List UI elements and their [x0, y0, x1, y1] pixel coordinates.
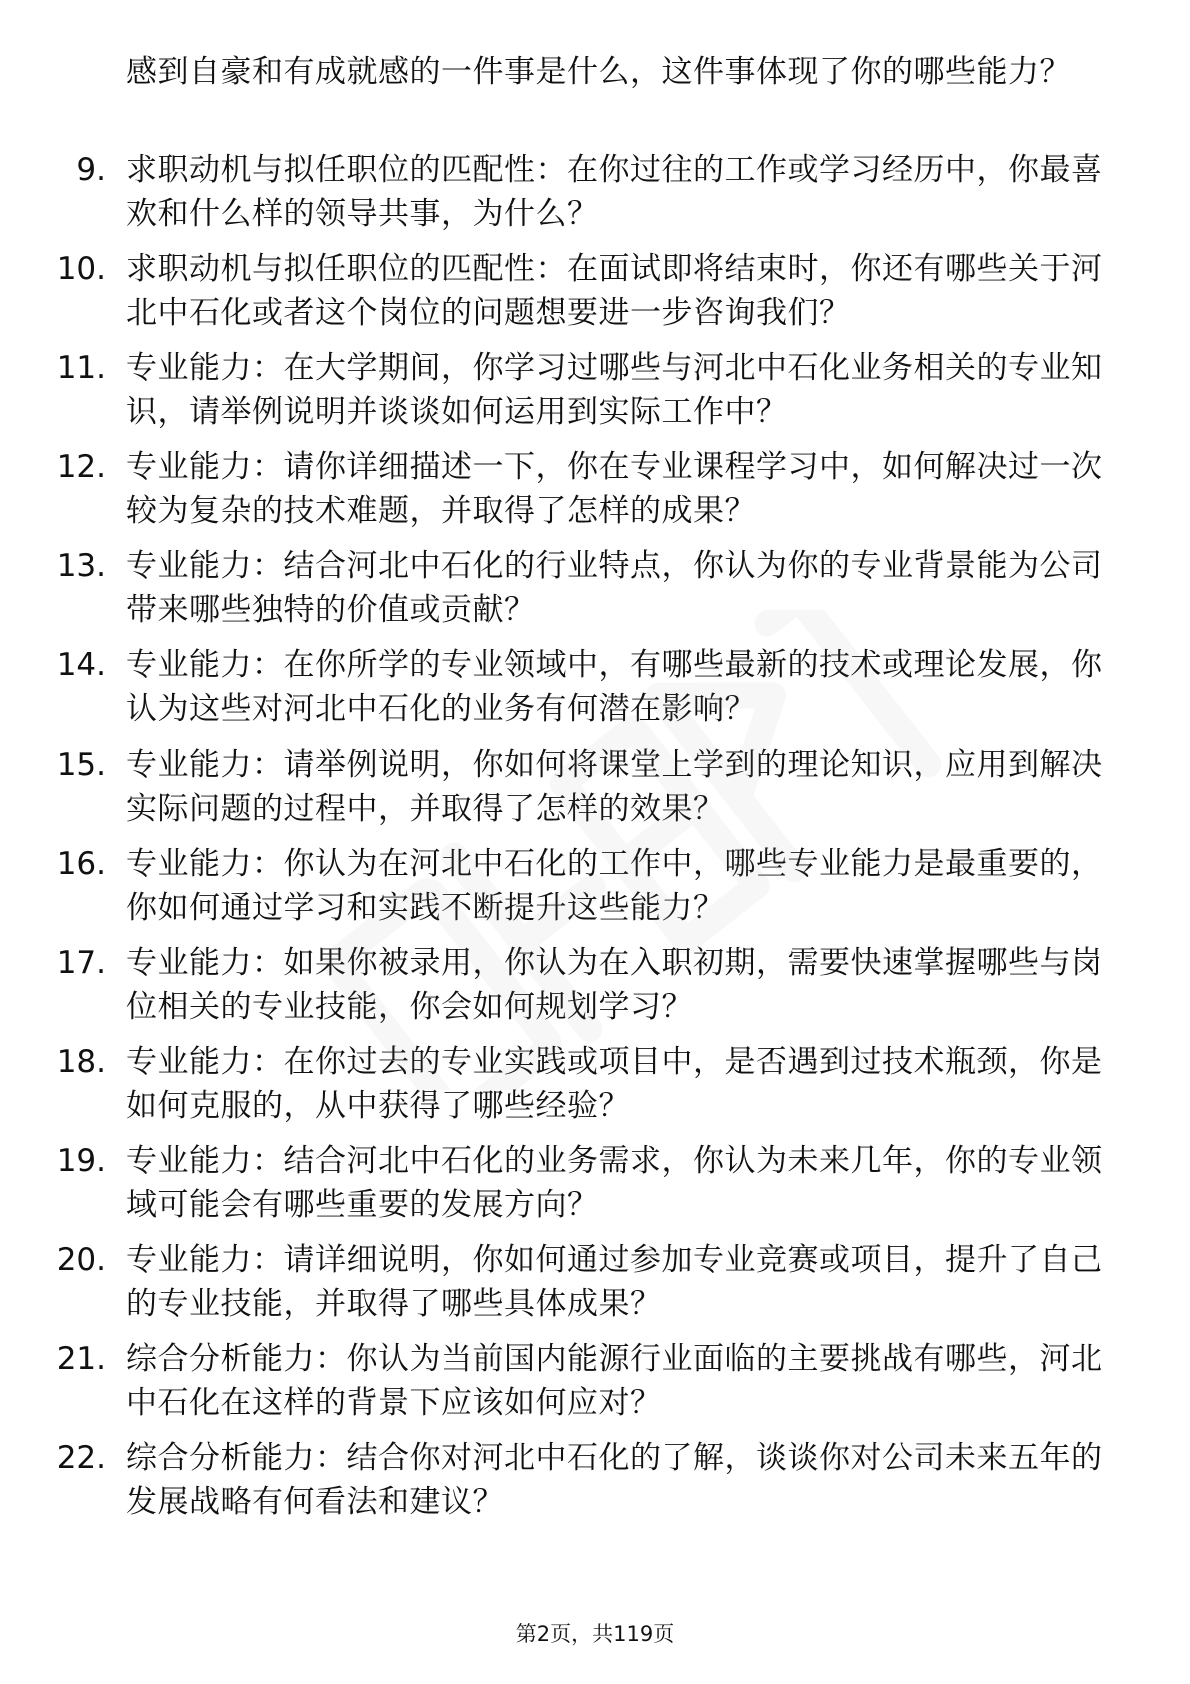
question-text: 综合分析能力：你认为当前国内能源行业面临的主要挑战有哪些，河北中石化在这样的背景下应该如何应对？: [126, 1341, 1103, 1422]
question-item: [0, 1436, 1190, 1535]
page-footer-label: 第2页，共119页: [515, 1622, 675, 1646]
question-number: 17.: [56, 944, 106, 981]
question-text: 专业能力：你认为在河北中石化的工作中，哪些专业能力是最重要的，你如何通过学习和实践不断提升这些能力？: [126, 845, 1103, 926]
question-text: 专业能力：如果你被录用，你认为在入职初期，需要快速掌握哪些与岗位相关的专业技能，你会如何规划学习？: [126, 944, 1103, 1025]
question-item: [0, 643, 1190, 742]
question-number: 21.: [56, 1341, 106, 1378]
question-number: 16.: [56, 845, 106, 882]
question-item: [0, 1238, 1190, 1337]
question-text: 专业能力：在你过去的专业实践或项目中，是否遇到过技术瓶颈，你是如何克服的，从中获得了哪些经验？: [126, 1043, 1103, 1124]
continuation-paragraph: 感到自豪和有成就感的一件事是什么，这件事体现了你的哪些能力？: [126, 54, 1071, 90]
question-item: [0, 743, 1190, 842]
question-text: 专业能力：在大学期间，你学习过哪些与河北中石化业务相关的专业知识，请举例说明并谈谈如何运用到实际工作中？: [126, 350, 1103, 431]
question-text: 求职动机与拟任职位的匹配性：在面试即将结束时，你还有哪些关于河北中石化或者这个岗位的问题想要进一步咨询我们？: [126, 251, 1103, 332]
question-item: [0, 941, 1190, 1040]
question-item: [0, 148, 1190, 247]
question-number: 14.: [56, 647, 106, 684]
question-number: 22.: [56, 1440, 106, 1477]
question-number: 10.: [56, 251, 106, 288]
question-item: [0, 1337, 1190, 1436]
question-item: [0, 842, 1190, 941]
question-number: 18.: [56, 1043, 106, 1080]
question-number: 15.: [56, 746, 106, 783]
question-text: 专业能力：请举例说明，你如何将课堂上学到的理论知识，应用到解决实际问题的过程中，并取得了怎样的效果？: [126, 746, 1103, 827]
question-item: [0, 346, 1190, 445]
question-text: 专业能力：请详细说明，你如何通过参加专业竞赛或项目，提升了自己的专业技能，并取得了哪些具体成果？: [126, 1242, 1103, 1323]
question-item: [0, 1040, 1190, 1139]
question-text: 专业能力：在你所学的专业领域中，有哪些最新的技术或理论发展，你认为这些对河北中石化的业务有何潜在影响？: [126, 647, 1103, 728]
question-text: 专业能力：请你详细描述一下，你在专业课程学习中，如何解决过一次较为复杂的技术难题，并取得了怎样的成果？: [126, 449, 1103, 530]
question-item: [0, 445, 1190, 544]
question-number: 20.: [56, 1242, 106, 1279]
question-list: [0, 148, 1190, 1535]
question-item: [0, 247, 1190, 346]
question-text: 综合分析能力：结合你对河北中石化的了解，谈谈你对公司未来五年的发展战略有何看法和建议？: [126, 1440, 1103, 1521]
question-number: 11.: [56, 350, 106, 387]
question-text: 专业能力：结合河北中石化的行业特点，你认为你的专业背景能为公司带来哪些独特的价值或贡献？: [126, 548, 1103, 629]
question-number: 13.: [56, 548, 106, 585]
question-text: 专业能力：结合河北中石化的业务需求，你认为未来几年，你的专业领域可能会有哪些重要的发展方向？: [126, 1142, 1103, 1223]
question-number: 9.: [76, 152, 106, 188]
question-number: 19.: [56, 1142, 106, 1179]
question-item: [0, 544, 1190, 643]
question-text: 求职动机与拟任职位的匹配性：在你过往的工作或学习经历中，你最喜欢和什么样的领导共事，为什么？: [126, 152, 1103, 232]
question-item: [0, 1139, 1190, 1238]
question-number: 12.: [56, 449, 106, 486]
